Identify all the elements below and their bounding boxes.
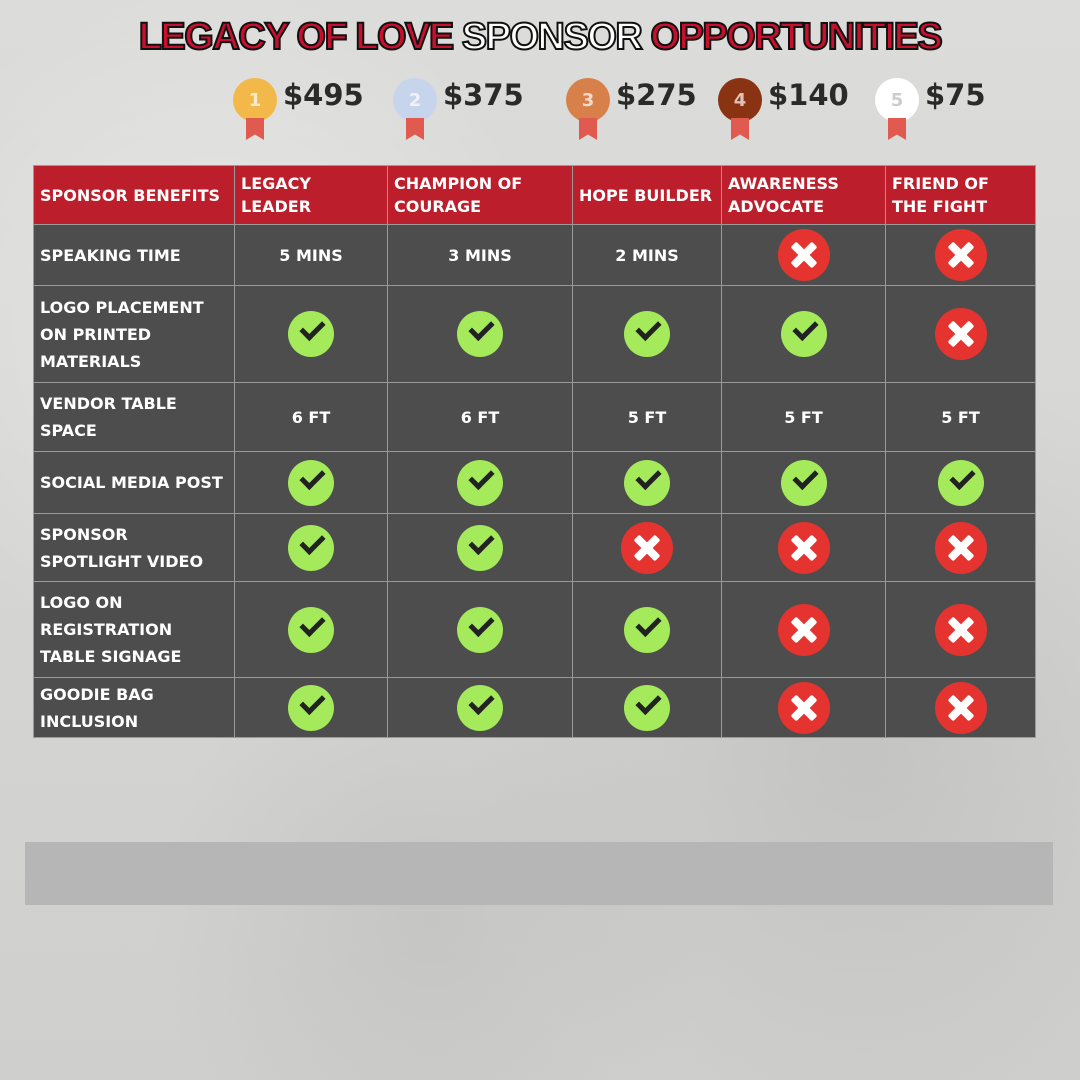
ribbon-icon	[246, 118, 264, 140]
benefit-cell	[886, 582, 1036, 678]
benefit-label: LOGO PLACEMENT ON PRINTED MATERIALS	[34, 286, 235, 383]
column-header: LEGACY LEADER	[235, 166, 388, 225]
medal-icon: 5	[875, 78, 919, 122]
check-icon	[288, 607, 334, 653]
title-part-3: OPPORTUNITIES	[650, 16, 942, 58]
check-icon	[457, 525, 503, 571]
title-part-2: SPONSOR	[461, 16, 642, 58]
benefit-cell	[235, 286, 388, 383]
benefit-cell	[573, 452, 722, 514]
benefit-cell: 6 FT	[388, 383, 573, 452]
tier-price: $495	[283, 78, 364, 112]
benefit-cell	[388, 582, 573, 678]
benefit-cell	[886, 286, 1036, 383]
medal-icon: 3	[566, 78, 610, 122]
x-icon	[778, 682, 830, 734]
benefit-cell	[235, 582, 388, 678]
ribbon-icon	[579, 118, 597, 140]
benefit-cell: 5 FT	[886, 383, 1036, 452]
table-row	[34, 225, 1036, 286]
check-icon	[624, 607, 670, 653]
benefit-cell	[722, 678, 886, 738]
benefit-label: GOODIE BAG INCLUSION	[34, 678, 235, 738]
table-row	[34, 582, 1036, 678]
check-icon	[457, 460, 503, 506]
table-row	[34, 678, 1036, 738]
benefit-cell	[886, 225, 1036, 286]
check-icon	[624, 460, 670, 506]
grey-banner	[25, 842, 1053, 905]
ribbon-icon	[888, 118, 906, 140]
tier-price: $140	[768, 78, 849, 112]
benefit-cell	[722, 452, 886, 514]
x-icon	[778, 229, 830, 281]
table-row	[34, 514, 1036, 582]
check-icon	[938, 460, 984, 506]
ribbon-icon	[731, 118, 749, 140]
benefit-cell: 5 FT	[573, 383, 722, 452]
check-icon	[288, 311, 334, 357]
check-icon	[457, 685, 503, 731]
x-icon	[778, 522, 830, 574]
benefit-cell: 3 MINS	[388, 225, 573, 286]
benefit-cell	[722, 514, 886, 582]
benefit-cell	[388, 514, 573, 582]
benefit-label: LOGO ON REGISTRATION TABLE SIGNAGE	[34, 582, 235, 678]
page-title	[60, 8, 1020, 66]
medal-icon: 1	[233, 78, 277, 122]
tier-price: $275	[616, 78, 697, 112]
check-icon	[624, 311, 670, 357]
benefit-cell	[235, 452, 388, 514]
medal-icon: 4	[718, 78, 762, 122]
column-header: AWARENESS ADVOCATE	[722, 166, 886, 225]
x-icon	[621, 522, 673, 574]
x-icon	[778, 604, 830, 656]
check-icon	[457, 311, 503, 357]
x-icon	[935, 682, 987, 734]
check-icon	[781, 460, 827, 506]
benefit-cell	[886, 514, 1036, 582]
check-icon	[781, 311, 827, 357]
ribbon-icon	[406, 118, 424, 140]
sponsor-tier-prices	[0, 74, 1080, 144]
benefit-cell	[722, 225, 886, 286]
column-header: HOPE BUILDER	[573, 166, 722, 225]
benefit-cell	[886, 678, 1036, 738]
title-part-1: LEGACY OF LOVE	[138, 16, 453, 58]
benefit-label: VENDOR TABLE SPACE	[34, 383, 235, 452]
benefit-cell	[573, 286, 722, 383]
sponsor-benefits-table	[33, 165, 1036, 738]
tier-price: $375	[443, 78, 524, 112]
table-row	[34, 286, 1036, 383]
benefit-cell: 5 MINS	[235, 225, 388, 286]
check-icon	[288, 525, 334, 571]
benefit-cell	[388, 452, 573, 514]
check-icon	[457, 607, 503, 653]
table-row	[34, 383, 1036, 452]
benefit-label: SPEAKING TIME	[34, 225, 235, 286]
benefit-cell	[573, 514, 722, 582]
column-header: FRIEND OF THE FIGHT	[886, 166, 1036, 225]
x-icon	[935, 604, 987, 656]
x-icon	[935, 522, 987, 574]
benefit-cell	[573, 582, 722, 678]
table-header-row	[34, 166, 1036, 225]
column-header: SPONSOR BENEFITS	[34, 166, 235, 225]
tier-price: $75	[925, 78, 986, 112]
check-icon	[624, 685, 670, 731]
benefit-cell	[388, 286, 573, 383]
x-icon	[935, 308, 987, 360]
medal-icon: 2	[393, 78, 437, 122]
table-row	[34, 452, 1036, 514]
benefit-cell	[722, 286, 886, 383]
benefit-cell: 6 FT	[235, 383, 388, 452]
benefit-cell	[388, 678, 573, 738]
x-icon	[935, 229, 987, 281]
benefit-cell	[235, 514, 388, 582]
check-icon	[288, 460, 334, 506]
benefit-label: SPONSOR SPOTLIGHT VIDEO	[34, 514, 235, 582]
benefit-cell	[722, 582, 886, 678]
check-icon	[288, 685, 334, 731]
benefit-label: SOCIAL MEDIA POST	[34, 452, 235, 514]
benefit-cell: 2 MINS	[573, 225, 722, 286]
benefit-cell: 5 FT	[722, 383, 886, 452]
benefit-cell	[235, 678, 388, 738]
benefit-cell	[573, 678, 722, 738]
benefit-cell	[886, 452, 1036, 514]
column-header: CHAMPION OF COURAGE	[388, 166, 573, 225]
